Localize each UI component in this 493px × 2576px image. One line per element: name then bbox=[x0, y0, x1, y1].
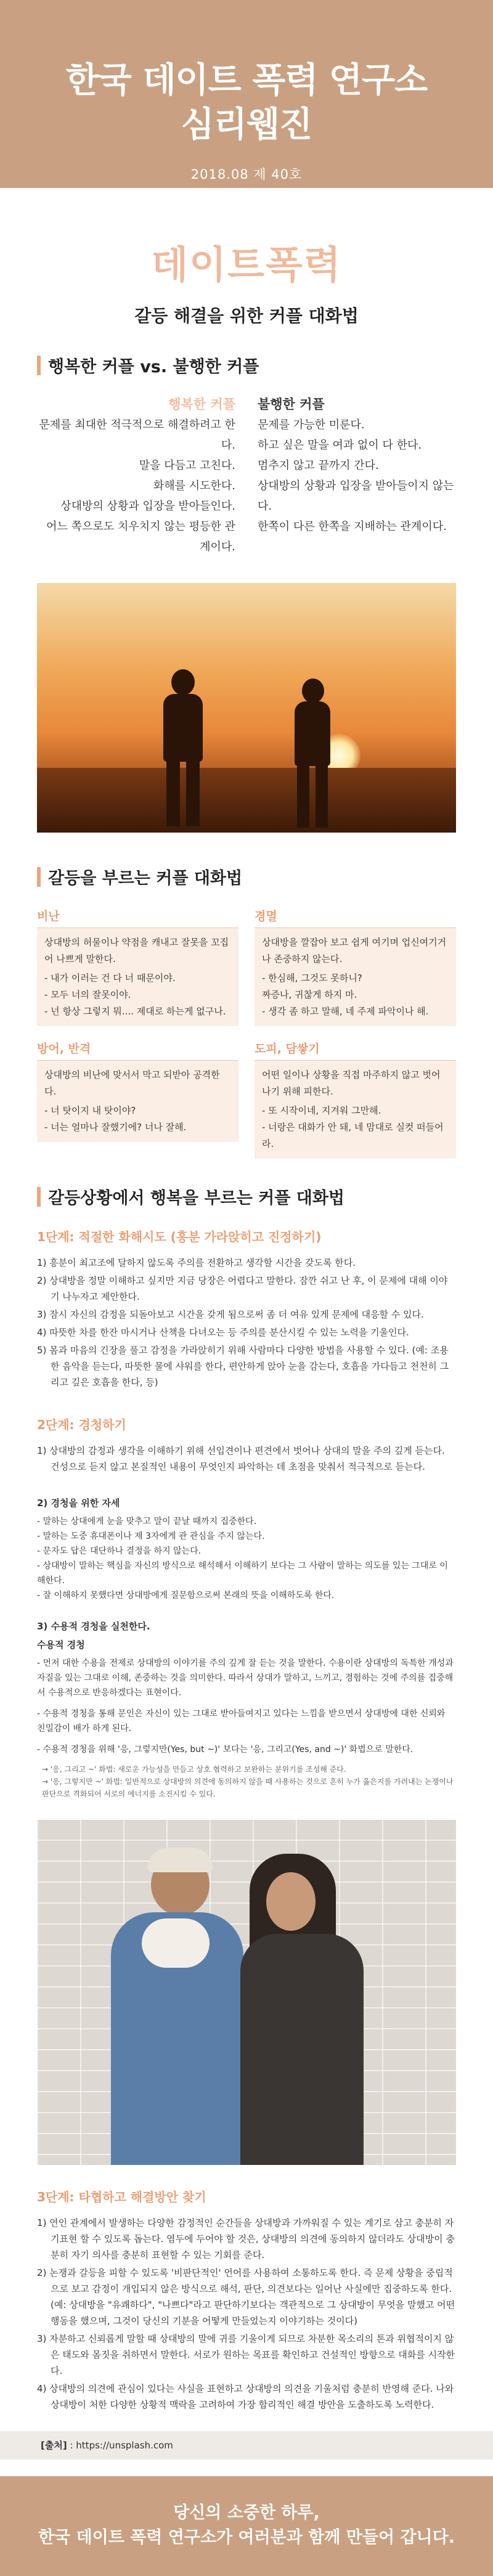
box-head: 도피, 담쌓기 bbox=[255, 1040, 456, 1061]
list-item: - 상대방이 말하는 핵심을 자신의 방식으로 해석해서 이해하기 보다는 그 사람이 말하는 의도를 있는 그대로 이해한다. bbox=[37, 1561, 448, 1586]
face bbox=[266, 1872, 316, 1931]
list-item: 1) 흥분이 최고조에 달하지 않도록 주의를 전환하고 생각할 시간을 갖도록 한다. bbox=[37, 1257, 356, 1268]
note-line: → '응, 그리고 ~' 화법: 새로운 가능성을 만들고 상호 협력하고 보완하는 분위기를 조성해 준다. bbox=[42, 1765, 346, 1774]
field-ground bbox=[37, 768, 456, 833]
compare-section bbox=[37, 353, 456, 557]
fleece-collar bbox=[142, 1918, 210, 1968]
footer-line: 당신의 소중한 하루, bbox=[173, 2503, 320, 2522]
step3-list bbox=[37, 2215, 456, 2413]
list-item: - 말하는 도중 휴대폰이나 제 3자에게 관 관심을 주지 않는다. bbox=[37, 1531, 265, 1541]
header-banner bbox=[0, 0, 493, 188]
block-subheading: 수용적 경청 bbox=[37, 1639, 85, 1650]
list-item: 상대방의 상황과 입장을 받아들인다. bbox=[60, 500, 235, 513]
source-link[interactable]: : https://unsplash.com bbox=[67, 2440, 173, 2451]
box-head: 경멸 bbox=[255, 907, 456, 928]
example-line: - 넌 항상 그렇지 뭐.... 제대로 하는게 없구나. bbox=[44, 1006, 226, 1017]
source-credit bbox=[0, 2431, 493, 2460]
list-item: 어느 쪽으로도 치우치지 않는 평등한 관계이다. bbox=[46, 520, 235, 553]
box-desc: 상대방의 비난에 맞서서 막고 되받아 공격한다. bbox=[44, 1069, 220, 1097]
conflict-grid bbox=[37, 907, 456, 1159]
happy-couple-head: 행복한 커플 bbox=[168, 397, 235, 412]
list-item: 한쪽이 다른 한쪽을 지배하는 관계이다. bbox=[258, 520, 447, 533]
list-item: 문제를 가능한 미룬다. bbox=[258, 418, 365, 431]
happy-heading: 갈등상황에서 행복을 부르는 커플 대화법 bbox=[48, 1189, 344, 1208]
header-subtitle: 심리웹진 bbox=[181, 105, 312, 145]
compare-heading: 행복한 커플 vs. 불행한 커플 bbox=[48, 357, 259, 377]
criticism-box bbox=[37, 907, 238, 1026]
listening-posture-block bbox=[37, 1496, 456, 1603]
step2-heading: 2단계: 경청하기 bbox=[37, 1417, 126, 1432]
cap bbox=[148, 1848, 213, 1872]
list-item: - 수용적 경청을 통해 문인은 자신이 있는 그대로 받아들여지고 있다는 느낌을 받으면서 상대방에 대한 신뢰와 친밀감이 배가 하게 된다. bbox=[37, 1709, 446, 1734]
person-leg bbox=[316, 763, 328, 828]
person-head bbox=[171, 669, 195, 695]
example-line: - 너 탓이지 내 탓이야? bbox=[44, 1105, 136, 1116]
box-body bbox=[255, 928, 456, 1026]
conflict-heading: 갈등을 부르는 커플 대화법 bbox=[48, 869, 243, 888]
note-box bbox=[37, 1763, 456, 1800]
sunset-couple-photo bbox=[37, 583, 456, 833]
receptive-listening-block bbox=[37, 1619, 456, 1800]
list-item: - 말하는 상대에게 눈을 맞추고 말이 끝날 때까지 집중한다. bbox=[37, 1517, 257, 1526]
step3-heading: 3단계: 타협하고 해결방안 찾기 bbox=[37, 2190, 206, 2204]
list-item: 1) 상대방의 감정과 생각을 이해하기 위해 선입견이나 편견에서 벗어나 상대의 말을 주의 깊게 듣는다. 건성으로 듣지 않고 본질적인 내용이 무엇인지 파악하는 데 초점을 맞춰서 적극적으로 듣는다. bbox=[37, 1445, 445, 1472]
section-heading bbox=[37, 353, 456, 377]
list-item: 문제를 최대한 적극적으로 해결하려고 한다. bbox=[39, 418, 235, 452]
person-body bbox=[163, 694, 203, 762]
list-item: - 잘 이해하지 못했다면 상대방에게 질문함으로써 본래의 뜻을 이해하도록 한다. bbox=[37, 1591, 335, 1600]
box-desc: 어떤 일이나 상황을 직접 마주하지 않고 벗어나기 위해 피한다. bbox=[262, 1069, 441, 1097]
main-content bbox=[0, 234, 493, 2413]
couple-brick-wall-photo bbox=[37, 1820, 456, 2165]
heading-bar bbox=[37, 867, 41, 887]
example-line: - 한심해, 그것도 못하니? bbox=[262, 972, 362, 984]
example-line: - 또 시작이네, 지겨워 그만해. bbox=[262, 1105, 381, 1116]
box-head: 비난 bbox=[37, 907, 238, 928]
compare-table bbox=[37, 394, 456, 557]
person-head bbox=[302, 679, 324, 703]
page-subtitle: 갈등 해결을 위한 커플 대화법 bbox=[134, 306, 359, 326]
box-desc: 상대방을 깔잡아 보고 쉽게 여기며 업신여기거나 존중하지 않는다. bbox=[262, 937, 447, 964]
block-heading: 2) 경청을 위한 자세 bbox=[37, 1498, 120, 1509]
stonewalling-box bbox=[255, 1040, 456, 1159]
box-head: 방어, 반격 bbox=[37, 1040, 238, 1061]
list-item: - 문자도 답은 대단하나 결정을 하지 않는다. bbox=[37, 1546, 202, 1556]
example-line: - 너는 얼마나 잘했기에? 너나 잘해. bbox=[44, 1122, 187, 1133]
list-item: - 먼저 대한 수용을 전제로 상대방의 이야기를 주의 깊게 잘 듣는 것을 말한다. 수용이란 상대방의 독특한 개성과 자질을 있는 그대로 이해, 존중하는 것을 의미한다. 따라서 상대가 말하고, 느끼고, 경험하는 것에 주의를 집중해서 수용적으로 반응하겠다는 표현이다. bbox=[37, 1658, 454, 1698]
unhappy-couple-head: 불행한 커플 bbox=[258, 397, 325, 412]
list-item: 말을 다듬고 고친다. bbox=[139, 459, 235, 472]
list-item: 3) 자분하고 신뢰롭게 말할 때 상대방의 말에 귀를 기울이게 되므로 차분한 목소리의 톤과 위협적이지 않은 태도와 몸짓을 취하면서 말한다. 서로가 원하는 목표를 확인하고 건설적인 방향으로 대화를 시작한다. bbox=[37, 2333, 455, 2376]
contempt-box bbox=[255, 907, 456, 1026]
example-line: - 모두 너의 잘못이야. bbox=[44, 989, 131, 1000]
step2-list bbox=[37, 1443, 456, 1475]
happy-section bbox=[37, 1184, 456, 1800]
list-item: 상대방의 상황과 입장을 받아들이지 않는다. bbox=[258, 479, 454, 513]
list-item: 5) 몸과 마음의 긴장을 풀고 감정을 가라앉히기 위해 사람마다 다양한 방법을 사용할 수 있다. (예: 조용한 음악을 듣는다, 따뜻한 물에 샤워를 한다, 편안하게 앉아 눈을 감는다, 호흡을 가다듬고 천천히 그리고 깊은 호흡을 한다, 등) bbox=[37, 1345, 449, 1388]
example-line: - 너랑은 대화가 안 돼, 네 맘대로 실컷 떠들어라. bbox=[262, 1122, 444, 1149]
conflict-section bbox=[37, 865, 456, 1159]
list-item: 4) 따뜻한 차를 한잔 마시거나 산책을 다녀오는 등 주의를 분산시킬 수 있는 노력을 기울인다. bbox=[37, 1327, 409, 1338]
person-leg bbox=[297, 763, 309, 828]
list-item: 멈추지 않고 끝까지 간다. bbox=[258, 459, 379, 472]
list-item: 1) 연인 관계에서 발생하는 다양한 감정적인 순간들을 상대방과 가까워질 수 있는 계기로 삼고 충분히 자기표현 할 수 있도록 돕는다. 염두에 두어야 할 것은, 상대방의 의견에 동의하지 않더라도 상대방이 충분히 자기 의사를 충분히 표현할 수 있는 기회를 준다. bbox=[37, 2217, 455, 2260]
section-heading bbox=[37, 1184, 456, 1209]
box-desc: 상대방의 허물이나 약점을 캐내고 잘못을 꼬집어 나쁘게 말한다. bbox=[44, 937, 229, 964]
footer-line: 한국 데이트 폭력 연구소가 여러분과 함께 만들어 갑니다. bbox=[38, 2528, 455, 2547]
footer-banner bbox=[0, 2476, 493, 2576]
section-heading bbox=[37, 865, 456, 889]
block-heading: 3) 수용적 경청을 실천한다. bbox=[37, 1621, 150, 1632]
list-item: 화해를 시도한다. bbox=[153, 479, 235, 492]
list-item: 2) 상대방을 정말 이해하고 싶지만 지금 당장은 어렵다고 말한다. 잠깐 쉬고 난 후, 이 문제에 대해 이야기 나누자고 제안한다. bbox=[37, 1275, 448, 1302]
person-body bbox=[295, 701, 330, 766]
header-title: 한국 데이트 폭력 연구소 bbox=[65, 60, 428, 100]
note-line: → '응, 그렇지만 ~' 화법: 일반적으로 상대방의 의견에 동의하지 않을 때 사용하는 것으로 흔히 누가 옳은지를 가려내는 논쟁이나 판단으로 격화되어 서로의 에너지를 소진시킬 수 있다. bbox=[42, 1777, 454, 1798]
list-item: 하고 싶은 말을 여과 없이 다 한다. bbox=[258, 439, 422, 452]
heading-bar bbox=[37, 1187, 41, 1207]
happy-couple-column bbox=[37, 394, 246, 557]
box-body bbox=[37, 1061, 238, 1142]
list-item: - 수용적 경청을 위해 '응, 그렇지만(Yes, but ~)' 보다는 '응, 그리고(Yes, and ~)' 화법으로 말한다. bbox=[37, 1745, 414, 1755]
box-body bbox=[37, 928, 238, 1026]
step1-heading: 1단계: 적절한 화해시도 (흥분 가라앉히고 진정하기) bbox=[37, 1229, 322, 1244]
list-item: 4) 상대방의 의견에 관심이 있다는 사실을 표현하고 상대방의 의견을 기울처럼 충분히 반영해 준다. 나와 상대방이 처한 다양한 상황적 맥락을 고려하여 가장 합리적인 해결 방안을 도출하도록 노력한다. bbox=[37, 2383, 454, 2410]
box-body bbox=[255, 1061, 456, 1159]
example-line: 짜증나, 귀찮게 하지 마. bbox=[262, 989, 357, 1000]
source-label: [출처] bbox=[41, 2440, 67, 2451]
heading-bar bbox=[37, 356, 41, 375]
issue-info: 2018.08 제 40호 bbox=[190, 167, 303, 182]
step1-list bbox=[37, 1255, 456, 1390]
dark-top bbox=[240, 1934, 364, 2165]
page-title: 데이트폭력 bbox=[151, 242, 342, 287]
list-item: 2) 논쟁과 갈등을 피할 수 있도록 '비판단적인' 언어를 사용하여 소통하도록 한다. 즉 문제 상황을 중립적으로 보고 감정이 개입되지 않은 방식으로 해석, 판단, 의견보다는 일어난 사실에만 집중하도록 한다. (예: 상대방을 "유쾌하다", "나쁘다"라고 판단하기보다는 객관적으로 그 상대방이 무엇을 말했고 어떤 행동을 했으며, 그것이 당신의 기분을 어떻게 만들었는지 이야기하는 것이다) bbox=[37, 2267, 455, 2326]
list-item: 3) 잠시 자신의 감정을 되돌아보고 시간을 갖게 됨으로써 좀 더 여유 있게 문제에 대응할 수 있다. bbox=[37, 1309, 424, 1320]
person-leg bbox=[186, 759, 200, 826]
unhappy-couple-column bbox=[246, 394, 456, 557]
person-leg bbox=[166, 759, 180, 826]
example-line: - 생각 좀 하고 말해, 네 주제 파악이나 해. bbox=[262, 1006, 429, 1017]
example-line: - 내가 이러는 건 다 너 때문이야. bbox=[44, 972, 176, 984]
defense-box bbox=[37, 1040, 238, 1159]
